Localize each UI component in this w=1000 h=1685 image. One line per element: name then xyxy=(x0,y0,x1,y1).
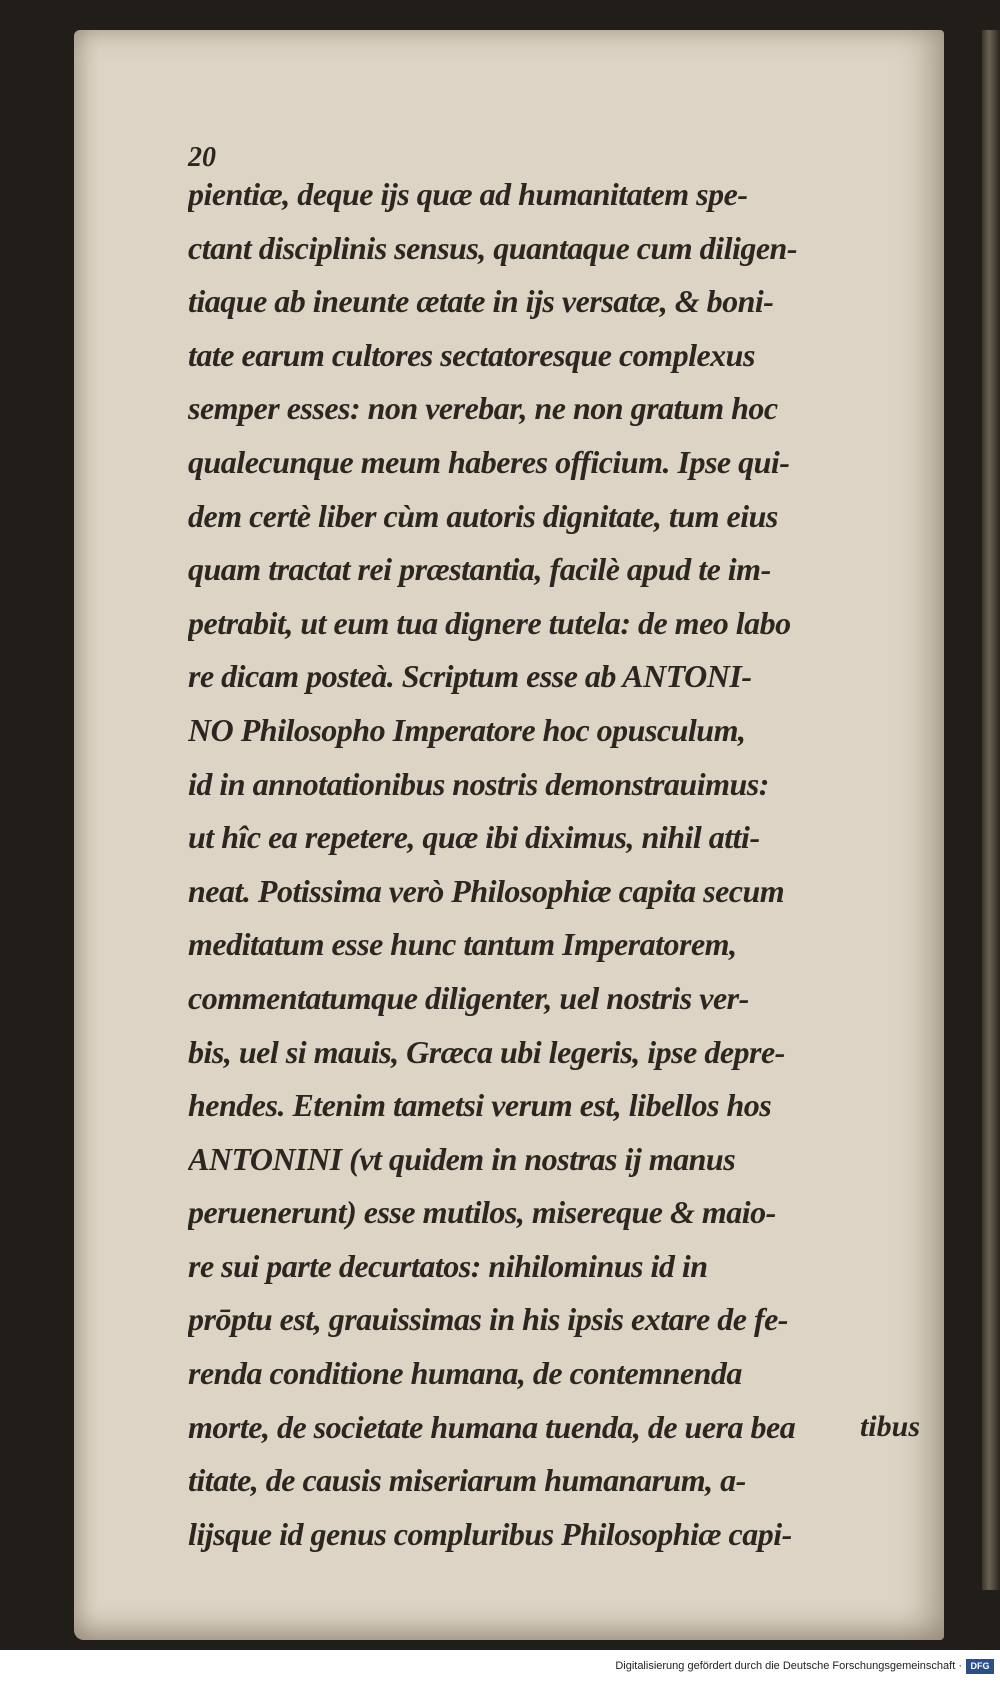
text-line: morte, de societate humana tuenda, de uera bea xyxy=(188,1408,796,1445)
text-line: re sui parte decurtatos: nihilominus id in xyxy=(188,1247,708,1284)
text-line: quam tractat rei præstantia, facilè apud te im- xyxy=(188,551,771,588)
text-line: re dicam posteà. Scriptum esse ab ANTONI- xyxy=(188,658,752,695)
text-line: semper esses: non verebar, ne non gratum hoc xyxy=(188,390,778,427)
dfg-logo: DFG xyxy=(966,1659,994,1674)
text-line: ut hîc ea repetere, quæ ibi diximus, nihil atti- xyxy=(188,819,760,856)
text-line: id in annotationibus nostris demonstrauimus: xyxy=(188,765,769,802)
page-number: 20 xyxy=(188,142,216,173)
text-line: neat. Potissima verò Philosophiæ capita secum xyxy=(188,872,785,909)
text-line: prōptu est, grauissimas in his ipsis extare de fe- xyxy=(188,1301,788,1338)
footer-bar xyxy=(0,1650,1000,1685)
digitization-credit: Digitalisierung gefördert durch die Deutsche Forschungsgemeinschaft · xyxy=(615,1660,962,1672)
text-line: ANTONINI (vt quidem in nostras ij manus xyxy=(188,1140,736,1177)
text-line: commentatumque diligenter, uel nostris ver- xyxy=(188,979,749,1016)
text-line: tiaque ab ineunte ætate in ijs versatæ, & boni- xyxy=(188,283,774,320)
text-line: tate earum cultores sectatoresque complexus xyxy=(188,336,755,373)
text-line: peruenerunt) esse mutilos, misereque & maio- xyxy=(188,1194,776,1231)
text-line: petrabit, ut eum tua dignere tutela: de meo labo xyxy=(188,604,791,641)
text-line: titate, de causis miseriarum humanarum, a- xyxy=(188,1462,746,1499)
text-line: hendes. Etenim tametsi verum est, libellos hos xyxy=(188,1087,772,1124)
text-line: bis, uel si mauis, Græca ubi legeris, ipse depre- xyxy=(188,1033,785,1070)
text-line: NO Philosopho Imperatore hoc opusculum, xyxy=(188,711,746,748)
book-edge xyxy=(982,30,1000,1590)
text-line: ctant disciplinis sensus, quantaque cum diligen- xyxy=(188,229,797,266)
catchword: tibus xyxy=(859,1410,920,1443)
text-line: meditatum esse hunc tantum Imperatorem, xyxy=(188,926,737,963)
text-line: dem certè liber cùm autoris dignitate, tum eius xyxy=(188,497,778,534)
page-text xyxy=(188,168,940,1561)
text-line: lijsque id genus compluribus Philosophiæ capi- xyxy=(188,1515,792,1552)
text-line: renda conditione humana, de contemnenda xyxy=(188,1355,742,1392)
text-line: pientiæ, deque ijs quæ ad humanitatem spe- xyxy=(188,176,748,212)
text-line: qualecunque meum haberes officium. Ipse qui- xyxy=(188,443,790,480)
